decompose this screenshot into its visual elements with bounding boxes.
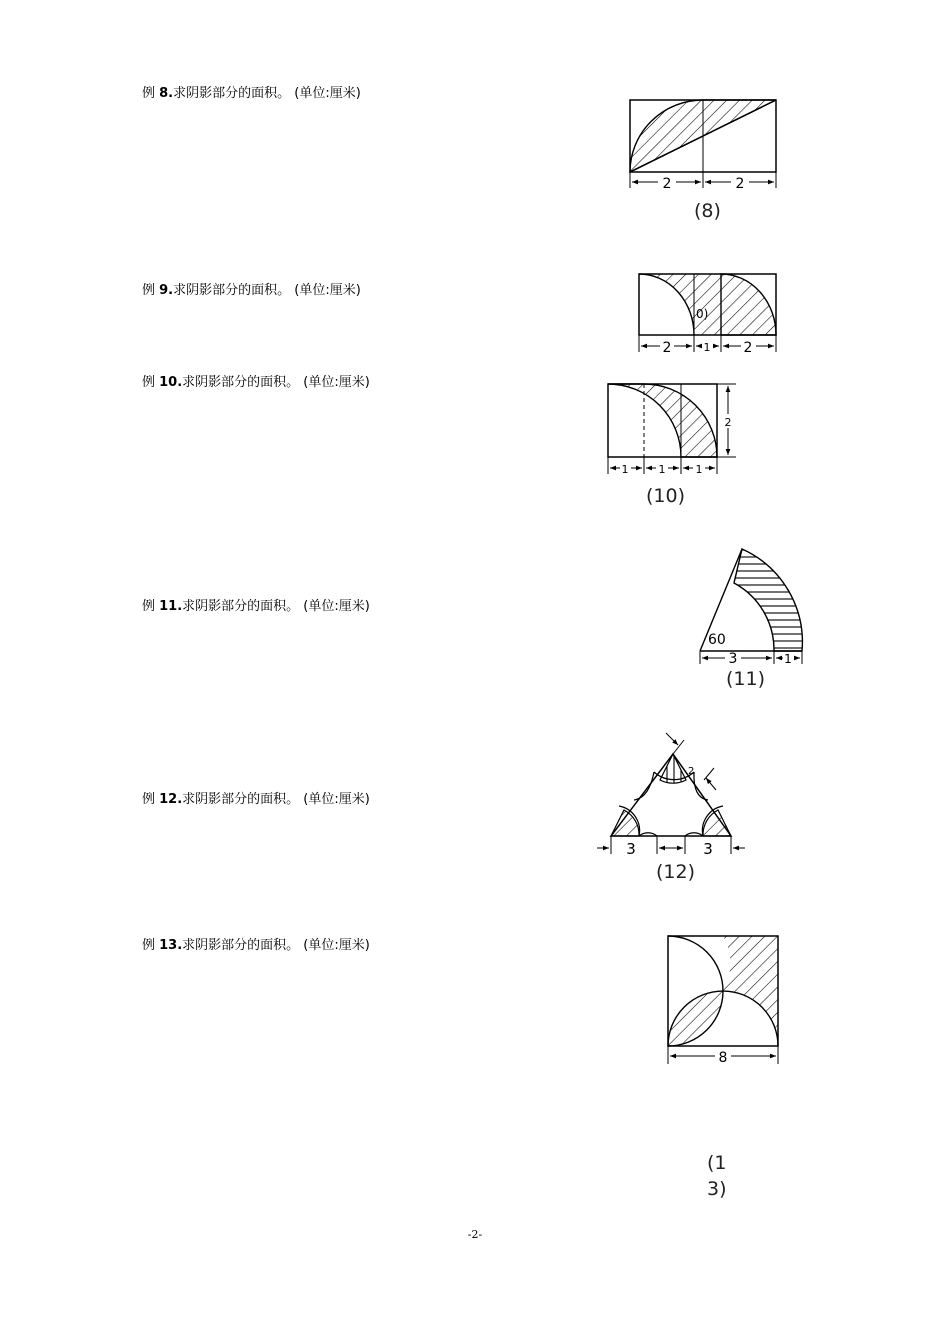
label: 3 [703, 840, 713, 858]
figure-13-caption: (1 3) [707, 1152, 727, 1200]
label: 2 [743, 340, 753, 356]
problem-10-text: 例 10.求阴影部分的面积。 (单位:厘米) [142, 375, 370, 390]
label: 1 [784, 652, 792, 666]
label: 1 [703, 341, 711, 354]
figure-10-caption: (10) [646, 485, 686, 507]
figure-12 [594, 728, 754, 858]
label: 0) [696, 307, 709, 321]
label: 2 [688, 766, 695, 777]
problem-13-text: 例 13.求阴影部分的面积。 (单位:厘米) [142, 938, 370, 953]
label: 2 [662, 176, 672, 192]
label: 8 [718, 1050, 728, 1066]
label: 2 [724, 416, 732, 429]
label: 2 [662, 340, 672, 356]
label: 1 [658, 463, 666, 476]
label: 3 [626, 840, 636, 858]
figure-9 [630, 266, 790, 358]
figure-8-caption: (8) [694, 200, 721, 222]
page-number: -2- [467, 1228, 483, 1241]
figure-11 [690, 540, 820, 670]
figure-13 [660, 926, 790, 1068]
label: 60 [708, 632, 726, 648]
problem-8-text: 例 8.求阴影部分的面积。 (单位:厘米) [142, 86, 361, 101]
label: 1 [695, 463, 703, 476]
figure-12-caption: (12) [656, 861, 696, 883]
problem-9-text: 例 9.求阴影部分的面积。 (单位:厘米) [142, 283, 361, 298]
label: 3 [728, 651, 738, 667]
figure-8 [620, 92, 790, 202]
problem-12-text: 例 12.求阴影部分的面积。 (单位:厘米) [142, 792, 370, 807]
figure-11-caption: (11) [726, 668, 766, 690]
label: 2 [735, 176, 745, 192]
figure-10 [600, 376, 750, 480]
problem-11-text: 例 11.求阴影部分的面积。 (单位:厘米) [142, 599, 370, 614]
label: 1 [621, 463, 629, 476]
